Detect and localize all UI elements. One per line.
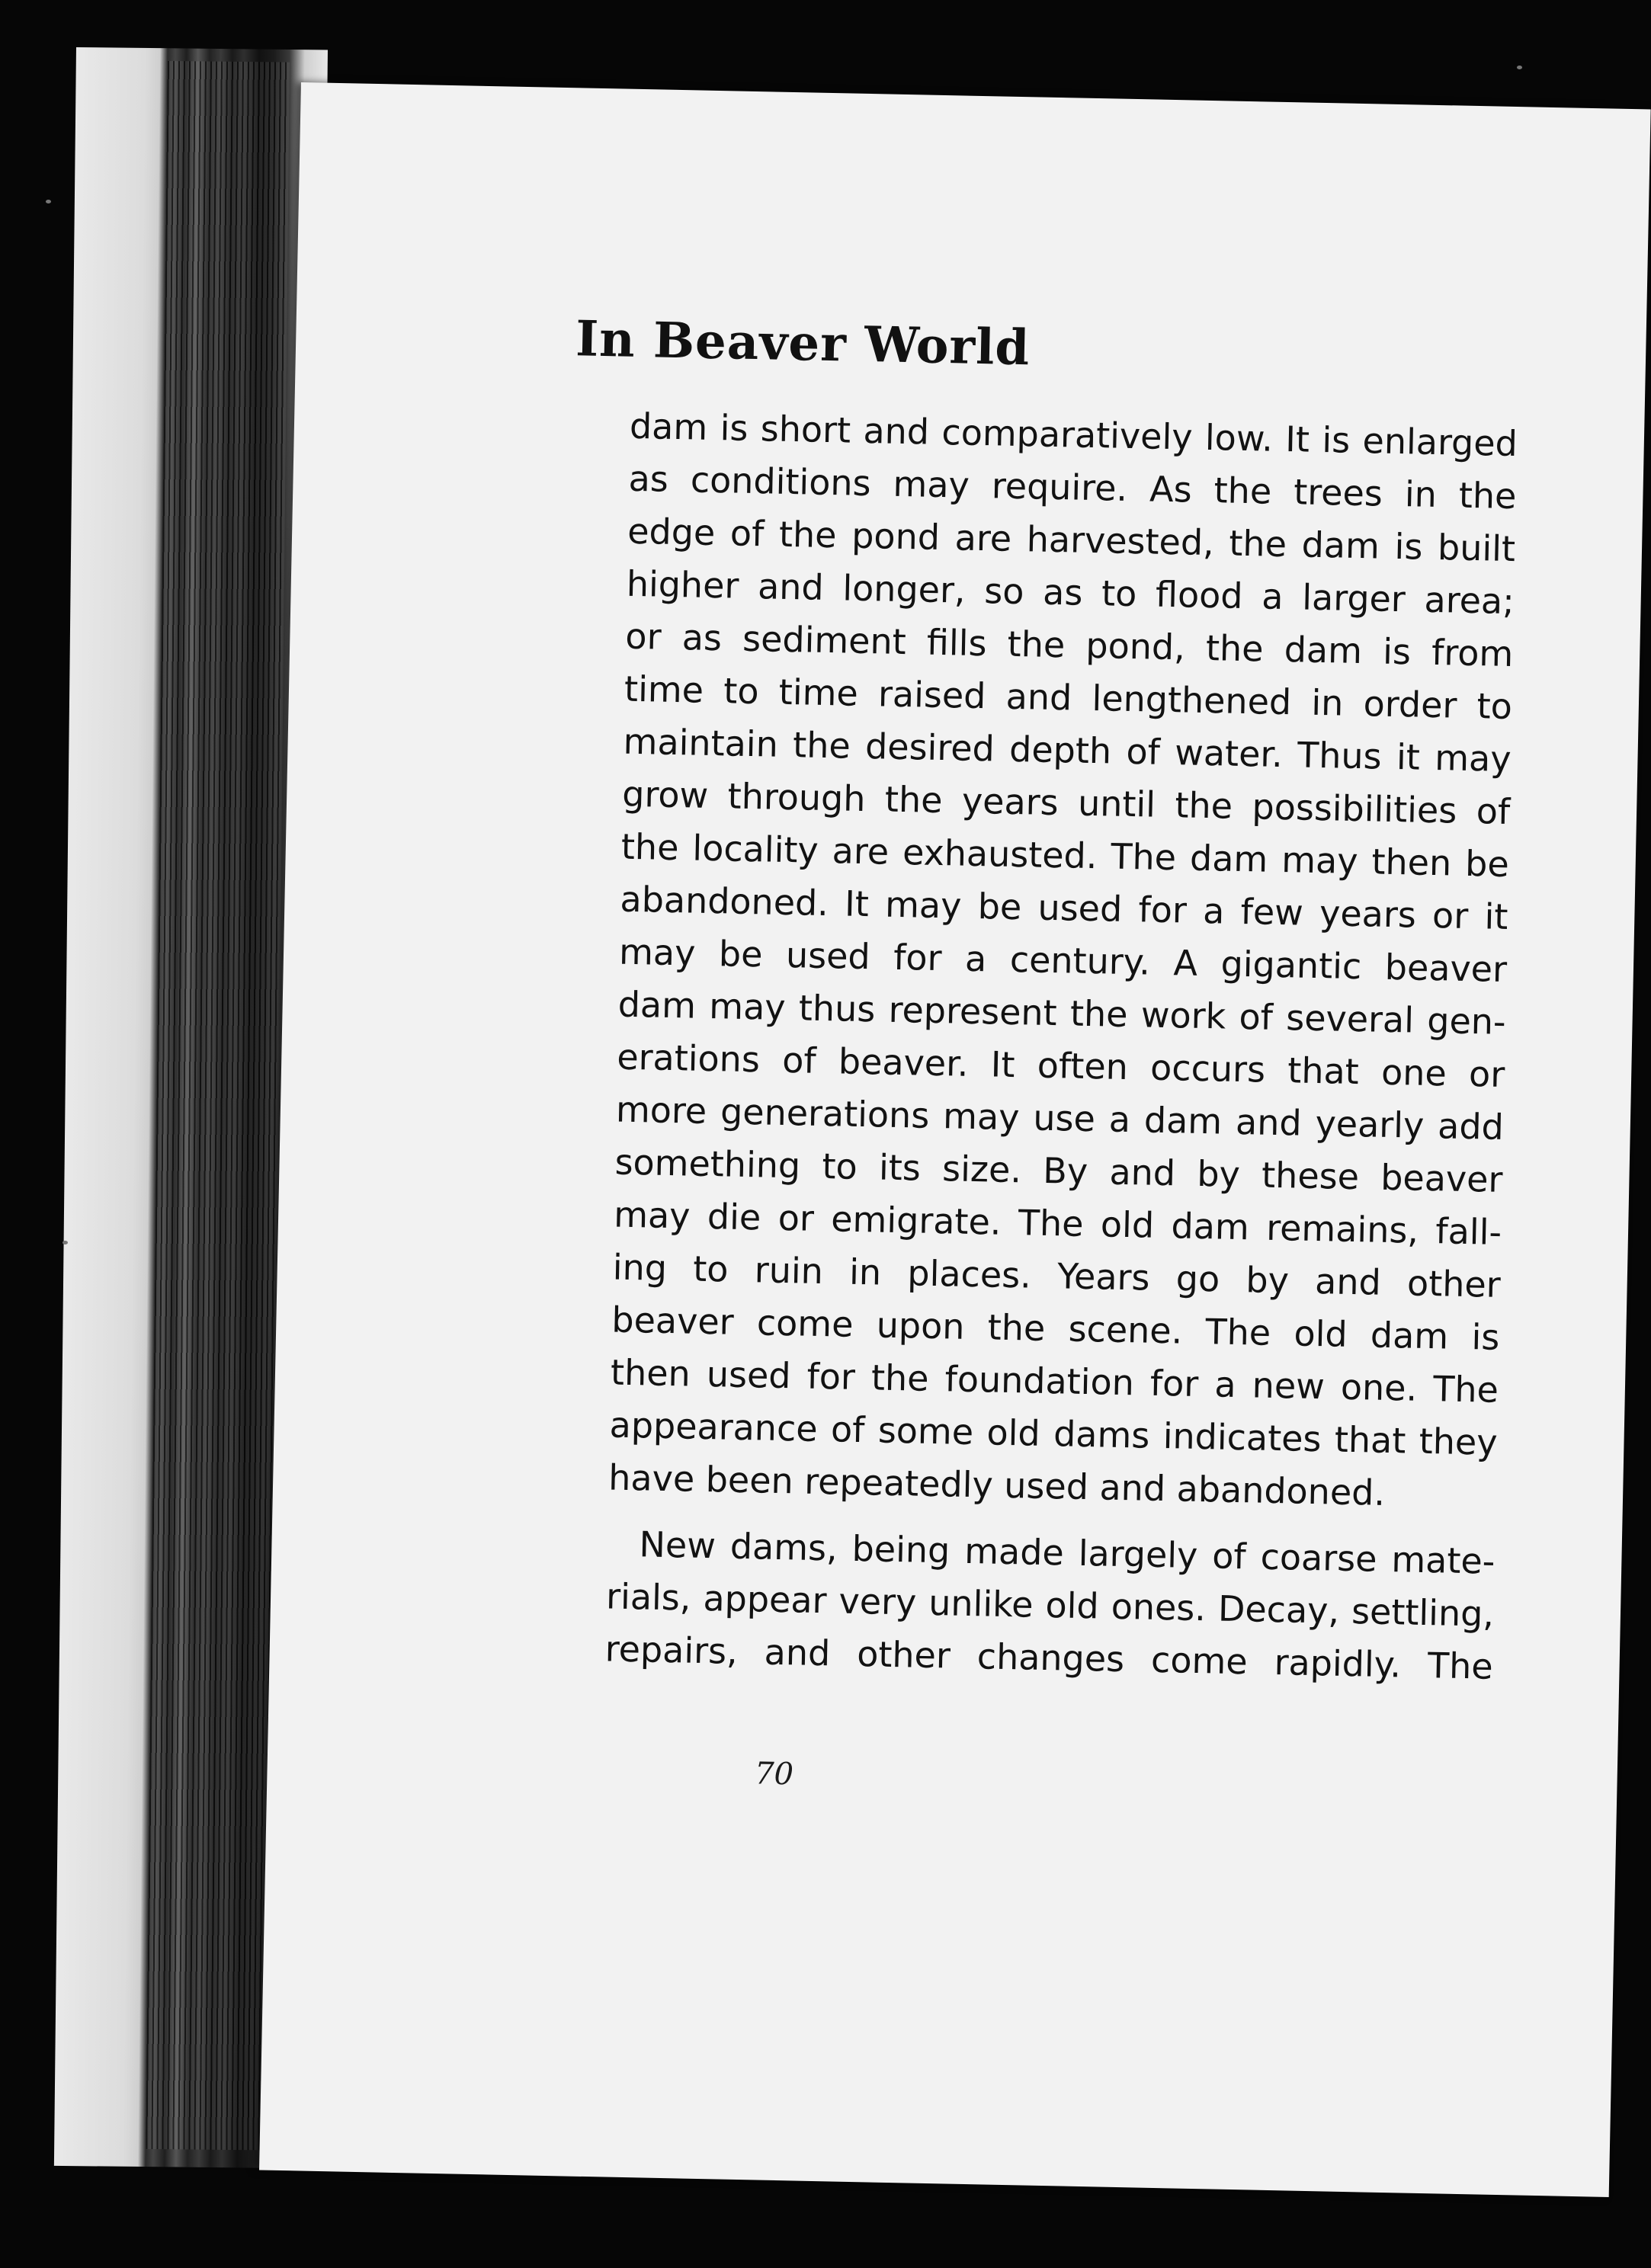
text-line: as conditions may require. As the trees in the xyxy=(628,457,1517,517)
dust-speck xyxy=(1517,66,1522,69)
text-line: ing to ruin in places. Years go by and other xyxy=(612,1246,1502,1305)
body-text xyxy=(604,400,1518,1693)
text-line: appearance of some old dams indicates that they xyxy=(609,1404,1499,1463)
text-line: grow through the years until the possibilities of xyxy=(621,773,1511,833)
text-line: erations of beaver. It often occurs that one or xyxy=(616,1036,1505,1095)
text-line: abandoned. It may be used for a few years or it xyxy=(620,878,1508,937)
text-line: more generations may use a dam and yearly add xyxy=(615,1088,1505,1148)
text-line: have been repeatedly used and abandoned. xyxy=(608,1456,1386,1514)
text-line: dam is short and comparatively low. It is enlarged xyxy=(629,405,1518,465)
text-line: something to its size. By and by these beaver xyxy=(614,1141,1503,1200)
text-line: repairs, and other changes come rapidly. The xyxy=(604,1628,1494,1687)
text-line: New dams, being made largely of coarse mate- xyxy=(639,1523,1496,1582)
text-line: may die or emigrate. The old dam remains, fall- xyxy=(613,1193,1502,1253)
dust-speck xyxy=(63,1241,68,1245)
book-page xyxy=(259,82,1651,2197)
text-line: time to time raised and lengthened in order to xyxy=(624,668,1513,728)
dust-speck xyxy=(46,200,51,203)
text-line: then used for the foundation for a new one. The xyxy=(610,1351,1499,1411)
text-line: beaver come upon the scene. The old dam is xyxy=(611,1299,1500,1358)
text-line: rials, appear very unlike old ones. Decay, settling, xyxy=(605,1575,1495,1635)
text-line: may be used for a century. A gigantic beaver xyxy=(618,931,1508,990)
running-head: In Beaver World xyxy=(575,310,1031,377)
text-line: edge of the pond are harvested, the dam is built xyxy=(627,510,1516,570)
text-line: maintain the desired depth of water. Thus it may xyxy=(623,720,1512,780)
text-line: or as sediment fills the pond, the dam is from xyxy=(624,615,1514,675)
text-line: higher and longer, so as to flood a larger area; xyxy=(626,562,1515,623)
text-line: the locality are exhausted. The dam may then be xyxy=(620,825,1510,886)
text-line: dam may thus represent the work of several gen- xyxy=(617,983,1507,1043)
page-number: 70 xyxy=(754,1756,794,1792)
